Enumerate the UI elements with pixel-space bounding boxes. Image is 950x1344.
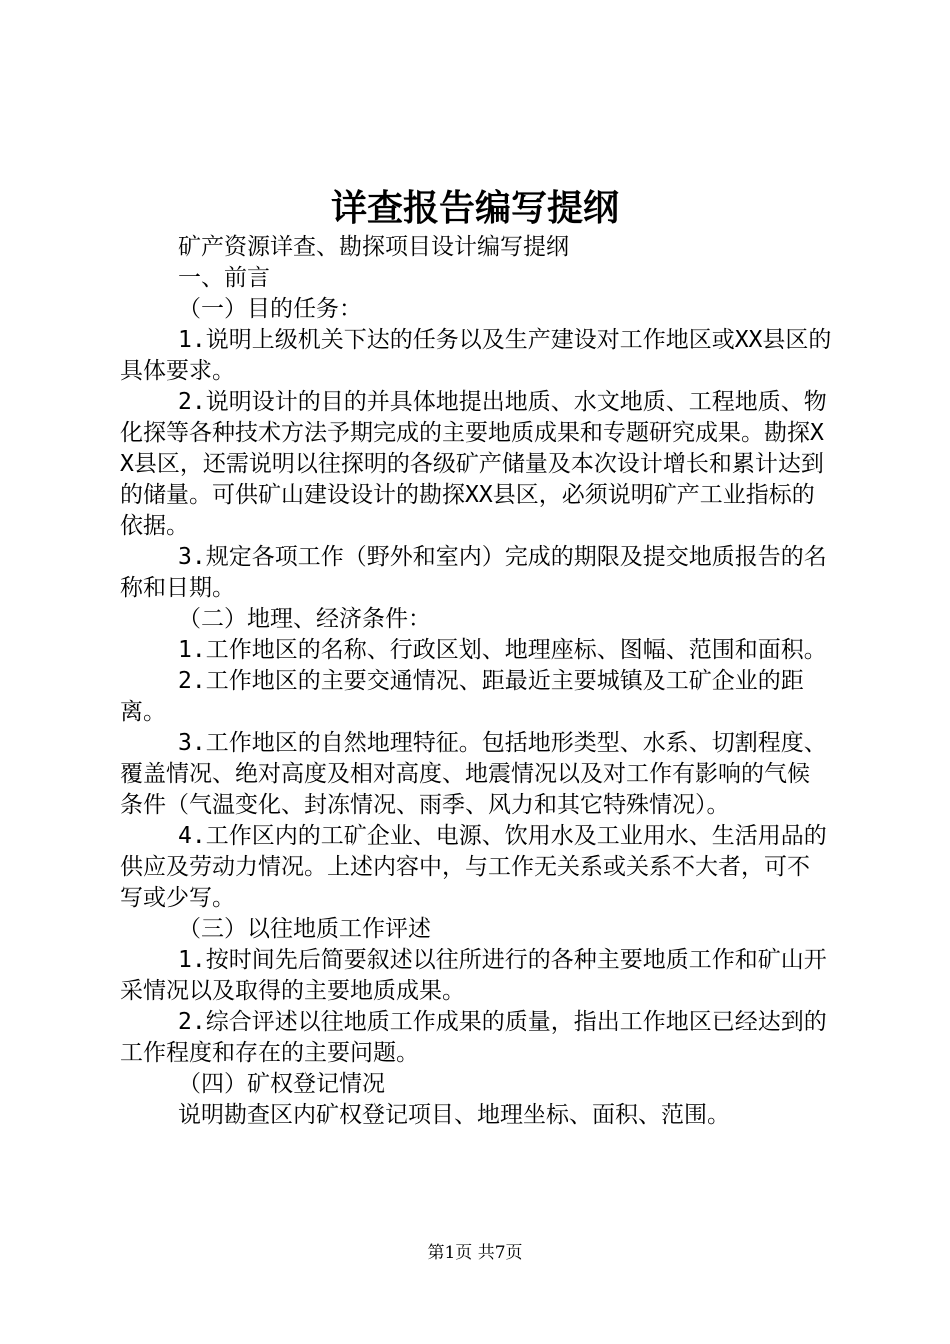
- document-title: 详查报告编写提纲: [330, 187, 619, 229]
- subsection-heading-purpose: （一）目的任务：: [178, 296, 362, 322]
- paragraph: 2.说明设计的目的并具体地提出地质、水文地质、工程地质、物化探等各种技术方法予期完成的主要地质成果和专题研究成果。勘探XX县区，还需说明以往探明的各级矿产储量及本次设计增长和累计达到的储量。可供矿山建设设计的勘探XX县区，必须说明矿产工业指标的依据。: [120, 389, 827, 539]
- doc-subtitle: 矿产资源详查、勘探项目设计编写提纲: [178, 234, 569, 260]
- paragraph: 1.说明上级机关下达的任务以及生产建设对工作地区或XX县区的具体要求。: [120, 327, 832, 384]
- paragraph: 4.工作区内的工矿企业、电源、饮用水及工业用水、生活用品的供应及劳动力情况。上述内容中，与工作无关系或关系不大者，可不写或少写。: [120, 823, 827, 911]
- paragraph: 1.按时间先后简要叙述以往所进行的各种主要地质工作和矿山开采情况以及取得的主要地质成果。: [120, 947, 827, 1004]
- paragraph: 2.工作地区的主要交通情况、距最近主要城镇及工矿企业的距离。: [120, 668, 804, 725]
- paragraph: 2.综合评述以往地质工作成果的质量，指出工作地区已经达到的工作程度和存在的主要问题。: [120, 1009, 827, 1066]
- paragraph: 说明勘查区内矿权登记项目、地理坐标、面积、范围。: [178, 1102, 730, 1128]
- subsection-heading-mining-rights: （四）矿权登记情况: [178, 1071, 385, 1097]
- document-body: [120, 232, 832, 1131]
- subsection-heading-previous-work: （三）以往地质工作评述: [178, 916, 431, 942]
- subsection-heading-geography: （二）地理、经济条件：: [178, 606, 431, 632]
- section-heading-preface: 一、前言: [178, 265, 270, 291]
- paragraph: 3.规定各项工作（野外和室内）完成的期限及提交地质报告的名称和日期。: [120, 544, 827, 601]
- page-footer: 第1页 共7页: [427, 1243, 523, 1263]
- paragraph: 1.工作地区的名称、行政区划、地理座标、图幅、范围和面积。: [178, 637, 827, 663]
- paragraph: 3.工作地区的自然地理特征。包括地形类型、水系、切割程度、覆盖情况、绝对高度及相对高度、地震情况以及对工作有影响的气候条件（气温变化、封冻情况、雨季、风力和其它特殊情况）。: [120, 730, 827, 818]
